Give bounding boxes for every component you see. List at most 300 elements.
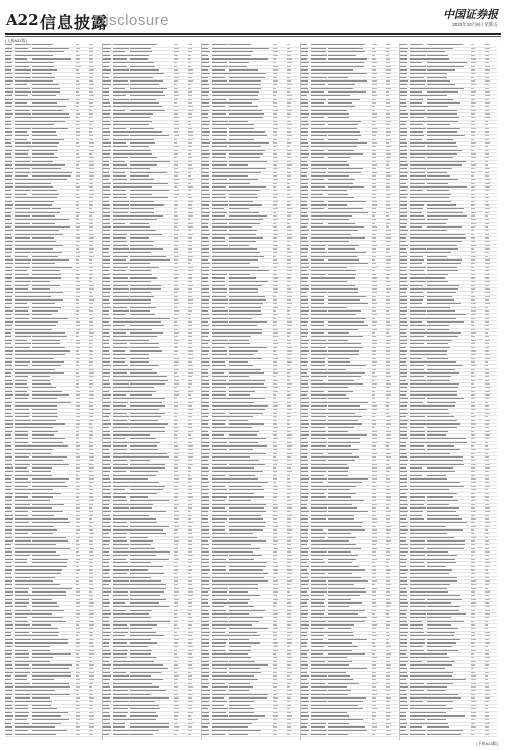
table-cell (113, 73, 131, 74)
table-cell (410, 66, 426, 67)
table-cell (372, 456, 376, 457)
table-cell (188, 715, 191, 716)
table-cell (202, 409, 208, 410)
table-cell (202, 288, 209, 289)
table-cell (372, 599, 376, 600)
table-cell (229, 642, 260, 643)
table-cell (89, 624, 94, 625)
table-cell (372, 657, 377, 658)
table-cell (229, 219, 263, 220)
table-cell (89, 223, 93, 224)
table-cell (427, 241, 462, 242)
table-cell (15, 486, 28, 487)
table-cell (471, 77, 474, 78)
table-cell (287, 135, 292, 136)
table-cell (485, 252, 489, 253)
table-cell (273, 142, 276, 143)
table-cell (301, 423, 309, 424)
table-cell (328, 256, 357, 257)
table-cell (113, 204, 129, 205)
table-cell (212, 642, 226, 643)
table-cell (212, 325, 229, 326)
table-cell (5, 591, 13, 592)
table-cell (113, 573, 127, 574)
table-cell (287, 686, 290, 687)
table-cell (273, 175, 277, 176)
table-cell (32, 161, 53, 162)
table-cell (76, 496, 79, 497)
table-cell (311, 453, 323, 454)
table-cell (15, 398, 28, 399)
table-cell (287, 478, 290, 479)
table-cell (386, 350, 389, 351)
table-cell (400, 175, 407, 176)
table-cell (174, 726, 179, 727)
table-cell (113, 201, 129, 202)
table-cell (287, 146, 290, 147)
table-cell (328, 142, 367, 143)
table-cell (89, 299, 93, 300)
table-cell (188, 365, 193, 366)
table-cell (372, 701, 376, 702)
table-cell (273, 204, 277, 205)
section-title-english: Disclosure (94, 12, 170, 29)
table-cell (103, 150, 111, 151)
table-cell (89, 701, 92, 702)
table-cell (287, 106, 291, 107)
table-cell (174, 73, 179, 74)
table-cell (471, 259, 475, 260)
table-cell (188, 617, 192, 618)
table-cell (485, 121, 488, 122)
table-cell (202, 215, 209, 216)
table-cell (311, 77, 327, 78)
table-cell (76, 679, 81, 680)
table-cell (301, 172, 307, 173)
table-cell (5, 146, 12, 147)
table-cell (229, 58, 268, 59)
table-cell (188, 453, 192, 454)
table-cell (76, 179, 80, 180)
table-cell (174, 653, 177, 654)
table-cell (5, 84, 11, 85)
table-cell (328, 157, 350, 158)
table-cell (188, 734, 191, 735)
table-cell (229, 650, 251, 651)
table-cell (174, 453, 179, 454)
table-cell (15, 212, 33, 213)
table-cell (301, 124, 309, 125)
table-cell (76, 694, 80, 695)
table-cell (427, 256, 447, 257)
table-cell (229, 285, 262, 286)
table-cell (174, 230, 179, 231)
table-cell (273, 288, 278, 289)
table-cell (471, 274, 474, 275)
table-cell (485, 215, 488, 216)
table-cell (32, 540, 68, 541)
table-cell (32, 310, 58, 311)
table-cell (202, 121, 210, 122)
table-cell (427, 226, 462, 227)
table-cell (113, 263, 130, 264)
table-cell (113, 350, 125, 351)
table-cell (113, 110, 125, 111)
table-cell (273, 675, 277, 676)
table-cell (301, 664, 308, 665)
table-cell (5, 256, 11, 257)
table-cell (130, 340, 149, 341)
table-cell (410, 179, 428, 180)
table-cell (328, 482, 362, 483)
table-cell (485, 259, 490, 260)
table-cell (212, 77, 225, 78)
table-cell (273, 391, 277, 392)
table-cell (328, 588, 365, 589)
table-cell (372, 91, 375, 92)
table-cell (328, 201, 366, 202)
table-cell (273, 482, 276, 483)
table-cell (301, 226, 307, 227)
table-cell (212, 204, 228, 205)
table-cell (328, 285, 355, 286)
table-cell (328, 121, 361, 122)
table-cell (229, 365, 253, 366)
table-cell (229, 683, 250, 684)
table-cell (89, 438, 92, 439)
table-cell (5, 668, 13, 669)
table-cell (15, 482, 31, 483)
table-cell (311, 595, 324, 596)
table-cell (386, 106, 391, 107)
table-cell (386, 555, 391, 556)
table-cell (287, 299, 291, 300)
table-cell (32, 84, 59, 85)
table-cell (32, 223, 55, 224)
table-cell (410, 44, 423, 45)
table-cell (103, 226, 111, 227)
table-cell (202, 124, 209, 125)
table-cell (229, 277, 256, 278)
table-cell (89, 248, 94, 249)
table-cell (76, 99, 80, 100)
table-cell (212, 679, 229, 680)
table-cell (15, 150, 29, 151)
table-cell (188, 694, 192, 695)
table-cell (202, 416, 208, 417)
table-cell (273, 168, 277, 169)
table-cell (410, 55, 426, 56)
table-cell (76, 566, 79, 567)
table-cell (212, 161, 227, 162)
table-cell (113, 548, 128, 549)
table-cell (400, 135, 407, 136)
table-cell (174, 292, 178, 293)
table-cell (188, 621, 193, 622)
table-cell (273, 588, 278, 589)
table-cell (400, 69, 407, 70)
table-cell (386, 263, 390, 264)
table-cell (5, 263, 13, 264)
table-cell (15, 347, 30, 348)
table-cell (15, 102, 27, 103)
table-cell (328, 496, 351, 497)
table-cell (5, 478, 11, 479)
table-cell (113, 248, 129, 249)
table-cell (386, 533, 390, 534)
table-cell (485, 106, 489, 107)
table-cell (287, 354, 292, 355)
table-cell (5, 686, 13, 687)
table-cell (174, 496, 178, 497)
table-cell (485, 117, 490, 118)
table-cell (188, 340, 192, 341)
table-cell (103, 179, 109, 180)
table-cell (130, 369, 152, 370)
table-cell (372, 102, 376, 103)
table-cell (485, 124, 488, 125)
table-cell (273, 715, 278, 716)
table-cell (188, 336, 192, 337)
table-cell (130, 69, 159, 70)
table-cell (130, 621, 170, 622)
table-cell (372, 668, 376, 669)
table-cell (229, 332, 262, 333)
table-cell (32, 201, 54, 202)
table-cell (328, 299, 360, 300)
table-cell (76, 336, 79, 337)
table-cell (130, 500, 169, 501)
table-cell (400, 164, 408, 165)
table-cell (485, 161, 488, 162)
table-cell (386, 347, 390, 348)
table-cell (130, 526, 169, 527)
table-cell (212, 146, 227, 147)
table-cell (188, 544, 192, 545)
table-cell (188, 672, 191, 673)
table-cell (32, 164, 65, 165)
table-cell (301, 376, 309, 377)
table-cell (311, 223, 323, 224)
table-cell (202, 153, 210, 154)
table-cell (212, 544, 229, 545)
table-cell (76, 438, 79, 439)
table-cell (113, 635, 125, 636)
table-cell (130, 179, 154, 180)
table-cell (103, 332, 109, 333)
table-cell (311, 467, 328, 468)
table-cell (301, 336, 307, 337)
table-cell (328, 186, 364, 187)
table-cell (328, 416, 362, 417)
table-cell (485, 58, 489, 59)
table-cell (76, 602, 80, 603)
table-cell (372, 179, 376, 180)
table-cell (202, 482, 209, 483)
table-cell (76, 84, 80, 85)
table-cell (103, 526, 111, 527)
table-cell (188, 610, 192, 611)
table-cell (202, 475, 208, 476)
table-cell (287, 314, 290, 315)
table-cell (328, 632, 353, 633)
table-cell (130, 350, 162, 351)
table-cell (386, 464, 389, 465)
table-cell (202, 73, 210, 74)
page-header (0, 0, 506, 34)
table-cell (130, 186, 152, 187)
table-cell (287, 62, 292, 63)
table-cell (202, 566, 209, 567)
table-cell (328, 234, 351, 235)
table-cell (5, 482, 12, 483)
table-cell (188, 569, 192, 570)
table-cell (471, 183, 475, 184)
table-cell (113, 361, 125, 362)
table-cell (273, 157, 276, 158)
table-cell (89, 445, 93, 446)
table-cell (5, 204, 13, 205)
table-column-block (400, 43, 497, 740)
table-cell (5, 267, 12, 268)
table-cell (273, 332, 277, 333)
table-cell (103, 66, 109, 67)
table-cell (301, 405, 309, 406)
table-cell (471, 292, 474, 293)
table-cell (328, 413, 355, 414)
table-cell (130, 533, 166, 534)
table-cell (202, 580, 209, 581)
table-cell (229, 434, 257, 435)
table-cell (212, 80, 227, 81)
table-cell (174, 376, 179, 377)
table-cell (188, 245, 191, 246)
table-cell (372, 635, 377, 636)
table-cell (202, 621, 209, 622)
table-cell (202, 204, 209, 205)
table-cell (103, 467, 111, 468)
table-cell (130, 537, 148, 538)
table-cell (103, 730, 111, 731)
table-cell (76, 522, 80, 523)
table-cell (212, 340, 228, 341)
table-cell (89, 274, 92, 275)
table-cell (386, 383, 391, 384)
table-cell (89, 467, 94, 468)
table-cell (287, 391, 290, 392)
table-cell (287, 164, 292, 165)
table-cell (229, 551, 253, 552)
table-cell (372, 434, 377, 435)
table-cell (471, 99, 475, 100)
table-cell (400, 168, 407, 169)
table-cell (89, 580, 92, 581)
table-cell (202, 175, 209, 176)
table-cell (229, 471, 263, 472)
table-cell (202, 110, 209, 111)
table-cell (301, 179, 309, 180)
table-cell (301, 555, 308, 556)
table-cell (76, 646, 80, 647)
table-cell (311, 80, 329, 81)
table-cell (212, 88, 230, 89)
table-cell (372, 146, 375, 147)
table-cell (311, 719, 328, 720)
table-cell (328, 350, 359, 351)
table-cell (174, 110, 178, 111)
table-cell (372, 515, 375, 516)
table-cell (5, 413, 11, 414)
table-cell (311, 460, 326, 461)
table-cell (328, 194, 348, 195)
table-cell (471, 135, 475, 136)
table-cell (130, 281, 151, 282)
table-cell (311, 139, 324, 140)
table-cell (89, 544, 93, 545)
table-cell (301, 588, 309, 589)
table-cell (174, 551, 178, 552)
table-cell (386, 730, 391, 731)
table-cell (301, 139, 307, 140)
table-cell (174, 80, 178, 81)
table-cell (386, 734, 391, 735)
table-cell (174, 183, 178, 184)
table-cell (212, 142, 229, 143)
table-cell (103, 507, 109, 508)
table-cell (32, 88, 60, 89)
table-cell (130, 387, 154, 388)
table-cell (130, 591, 164, 592)
table-cell (386, 540, 391, 541)
table-cell (113, 661, 131, 662)
table-cell (311, 394, 328, 395)
table-cell (328, 197, 354, 198)
table-cell (103, 398, 110, 399)
table-cell (410, 110, 425, 111)
table-cell (89, 245, 93, 246)
table-cell (287, 445, 292, 446)
table-cell (471, 69, 475, 70)
table-cell (372, 697, 376, 698)
table-cell (229, 157, 260, 158)
table-cell (174, 113, 178, 114)
table-cell (5, 383, 13, 384)
table-cell (32, 153, 54, 154)
table-cell (202, 624, 209, 625)
table-cell (287, 715, 292, 716)
table-cell (32, 697, 50, 698)
table-cell (202, 212, 210, 213)
table-cell (15, 690, 33, 691)
table-cell (273, 77, 277, 78)
table-cell (188, 307, 192, 308)
table-cell (113, 142, 126, 143)
table-cell (174, 387, 177, 388)
table-cell (15, 219, 33, 220)
table-cell (113, 642, 127, 643)
table-cell (32, 80, 53, 81)
table-cell (188, 88, 191, 89)
table-cell (32, 562, 67, 563)
table-cell (113, 533, 127, 534)
table-cell (202, 84, 209, 85)
table-cell (372, 566, 376, 567)
table-cell (372, 183, 375, 184)
table-cell (212, 606, 224, 607)
table-cell (89, 493, 93, 494)
table-cell (76, 595, 81, 596)
table-cell (386, 215, 389, 216)
